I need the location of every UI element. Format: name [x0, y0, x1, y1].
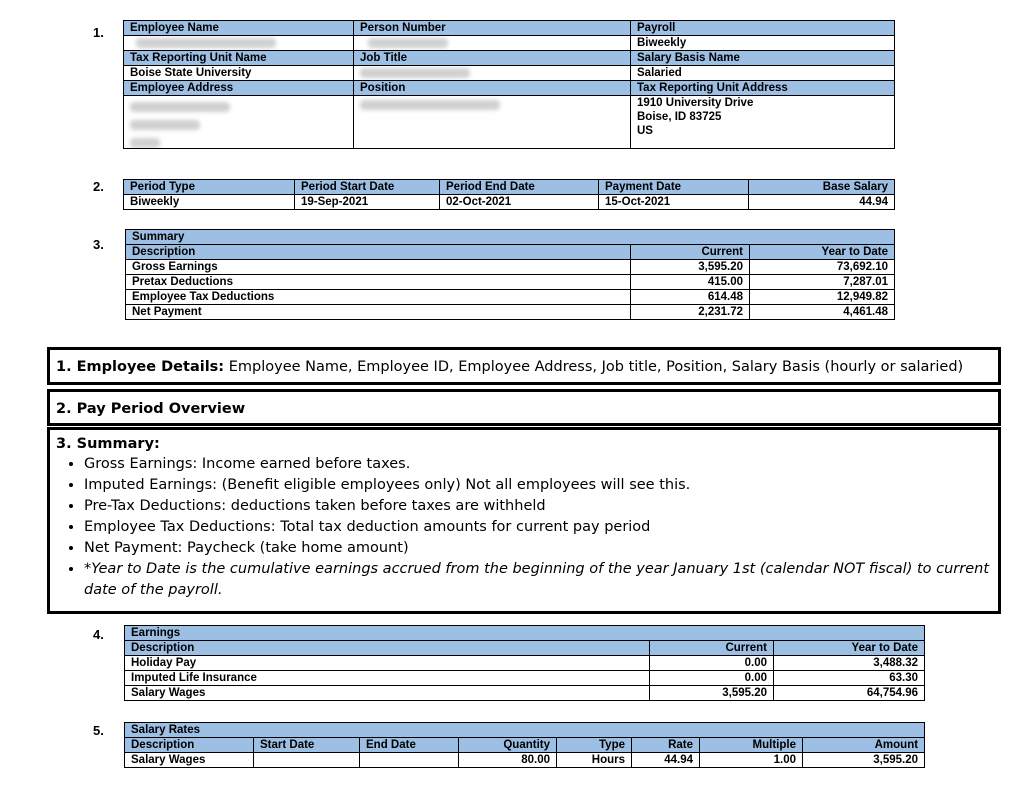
header-position: Position: [354, 81, 631, 96]
salary-rates-table: [124, 722, 925, 768]
summary-current: 2,231.72: [631, 305, 750, 320]
rate-description: Salary Wages: [125, 753, 254, 768]
summary-description: Gross Earnings: [126, 260, 631, 275]
table-row: [126, 245, 895, 260]
list-item: • *Year to Date is the cumulative earnings accrued from the beginning of the year January 1st (calendar NOT fiscal) to current date of the payroll.: [84, 559, 992, 601]
header-type: Type: [557, 738, 632, 753]
summary-current: 415.00: [631, 275, 750, 290]
explain-box-1-label: 1. Employee Details:: [56, 359, 225, 375]
header-rate: Rate: [632, 738, 700, 753]
header-salary-basis: Salary Basis Name: [631, 51, 895, 66]
header-payment-date: Payment Date: [599, 180, 749, 195]
header-period-type: Period Type: [124, 180, 295, 195]
table-row: [124, 195, 895, 210]
person-number-redacted: [354, 36, 631, 51]
tru-address-value: [631, 96, 895, 149]
table-row: [124, 81, 895, 96]
summary-description: Employee Tax Deductions: [126, 290, 631, 305]
summary-bullet-list: [56, 454, 992, 601]
rate-rate: 44.94: [632, 753, 700, 768]
header-description: Description: [125, 738, 254, 753]
payroll-value: Biweekly: [631, 36, 895, 51]
tax-unit-value: Boise State University: [124, 66, 354, 81]
section-number-3: 3.: [93, 237, 104, 252]
header-start-date: Start Date: [254, 738, 360, 753]
table-row: [126, 305, 895, 320]
earnings-ytd: 63.30: [774, 671, 925, 686]
header-current: Current: [631, 245, 750, 260]
table-row: [125, 738, 925, 753]
table-row: [124, 51, 895, 66]
summary-ytd: 12,949.82: [750, 290, 895, 305]
header-tax-unit: Tax Reporting Unit Name: [124, 51, 354, 66]
table-row: [124, 36, 895, 51]
table-row: [125, 641, 925, 656]
header-end-date: End Date: [360, 738, 459, 753]
header-payroll: Payroll: [631, 21, 895, 36]
earnings-table: [124, 625, 925, 701]
header-employee-address: Employee Address: [124, 81, 354, 96]
table-row: [124, 66, 895, 81]
header-year-to-date: Year to Date: [774, 641, 925, 656]
table-row: [125, 656, 925, 671]
summary-table: [125, 229, 895, 320]
section-number-1: 1.: [93, 25, 104, 40]
table-row: [126, 230, 895, 245]
position-redacted: [354, 96, 631, 149]
earnings-description: Imputed Life Insurance: [125, 671, 650, 686]
header-current: Current: [650, 641, 774, 656]
pay-period-table: [123, 179, 895, 210]
earnings-description: Holiday Pay: [125, 656, 650, 671]
payment-date-value: 15-Oct-2021: [599, 195, 749, 210]
summary-title: Summary: [126, 230, 895, 245]
summary-ytd: 4,461.48: [750, 305, 895, 320]
header-person-number: Person Number: [354, 21, 631, 36]
table-row: [126, 260, 895, 275]
earnings-ytd: 3,488.32: [774, 656, 925, 671]
earnings-title: Earnings: [125, 626, 925, 641]
explain-box-2-label: 2. Pay Period Overview: [56, 401, 246, 417]
table-row: [124, 96, 895, 149]
header-job-title: Job Title: [354, 51, 631, 66]
period-start-value: 19-Sep-2021: [295, 195, 440, 210]
period-end-value: 02-Oct-2021: [440, 195, 599, 210]
section-number-2: 2.: [93, 179, 104, 194]
list-item: • Gross Earnings: Income earned before taxes.: [84, 454, 992, 475]
list-item: • Pre-Tax Deductions: deductions taken before taxes are withheld: [84, 496, 992, 517]
employee-address-redacted: [124, 96, 354, 149]
header-year-to-date: Year to Date: [750, 245, 895, 260]
summary-description: Net Payment: [126, 305, 631, 320]
header-multiple: Multiple: [700, 738, 803, 753]
period-type-value: Biweekly: [124, 195, 295, 210]
summary-ytd: 73,692.10: [750, 260, 895, 275]
header-description: Description: [125, 641, 650, 656]
tru-address-line: 1910 University Drive: [637, 97, 754, 109]
list-item: • Employee Tax Deductions: Total tax deduction amounts for current pay period: [84, 517, 992, 538]
earnings-current: 0.00: [650, 656, 774, 671]
earnings-ytd: 64,754.96: [774, 686, 925, 701]
list-item: • Net Payment: Paycheck (take home amount): [84, 538, 992, 559]
rate-quantity: 80.00: [459, 753, 557, 768]
rate-start-date: [254, 753, 360, 768]
tru-address-line: Boise, ID 83725: [637, 111, 722, 123]
table-row: [125, 671, 925, 686]
table-row: [125, 723, 925, 738]
explain-box-summary: [47, 427, 1001, 614]
table-row: [125, 686, 925, 701]
rate-amount: 3,595.20: [803, 753, 925, 768]
section-number-4: 4.: [93, 627, 104, 642]
summary-description: Pretax Deductions: [126, 275, 631, 290]
rate-type: Hours: [557, 753, 632, 768]
table-row: [126, 290, 895, 305]
employee-details-table: [123, 20, 895, 149]
list-item: • Imputed Earnings: (Benefit eligible employees only) Not all employees will see this.: [84, 475, 992, 496]
table-row: [126, 275, 895, 290]
table-row: [125, 626, 925, 641]
job-title-redacted: [354, 66, 631, 81]
table-row: [124, 21, 895, 36]
summary-current: 614.48: [631, 290, 750, 305]
section-number-5: 5.: [93, 723, 104, 738]
earnings-description: Salary Wages: [125, 686, 650, 701]
rate-end-date: [360, 753, 459, 768]
explain-box-1-text: Employee Name, Employee ID, Employee Address, Job title, Position, Salary Basis (hourly or salaried): [224, 359, 964, 375]
header-base-salary: Base Salary: [749, 180, 895, 195]
header-period-end: Period End Date: [440, 180, 599, 195]
employee-name-redacted: [124, 36, 354, 51]
table-row: [125, 753, 925, 768]
header-description: Description: [126, 245, 631, 260]
summary-current: 3,595.20: [631, 260, 750, 275]
salary-basis-value: Salaried: [631, 66, 895, 81]
earnings-current: 0.00: [650, 671, 774, 686]
explain-box-3-label: 3. Summary:: [56, 436, 160, 452]
header-tru-address: Tax Reporting Unit Address: [631, 81, 895, 96]
explain-box-pay-period: [47, 389, 1001, 426]
base-salary-value: 44.94: [749, 195, 895, 210]
salary-rates-title: Salary Rates: [125, 723, 925, 738]
header-quantity: Quantity: [459, 738, 557, 753]
header-period-start: Period Start Date: [295, 180, 440, 195]
explain-box-employee-details: [47, 347, 1001, 385]
table-row: [124, 180, 895, 195]
header-employee-name: Employee Name: [124, 21, 354, 36]
header-amount: Amount: [803, 738, 925, 753]
rate-multiple: 1.00: [700, 753, 803, 768]
earnings-current: 3,595.20: [650, 686, 774, 701]
summary-ytd: 7,287.01: [750, 275, 895, 290]
tru-address-line: US: [637, 125, 653, 137]
